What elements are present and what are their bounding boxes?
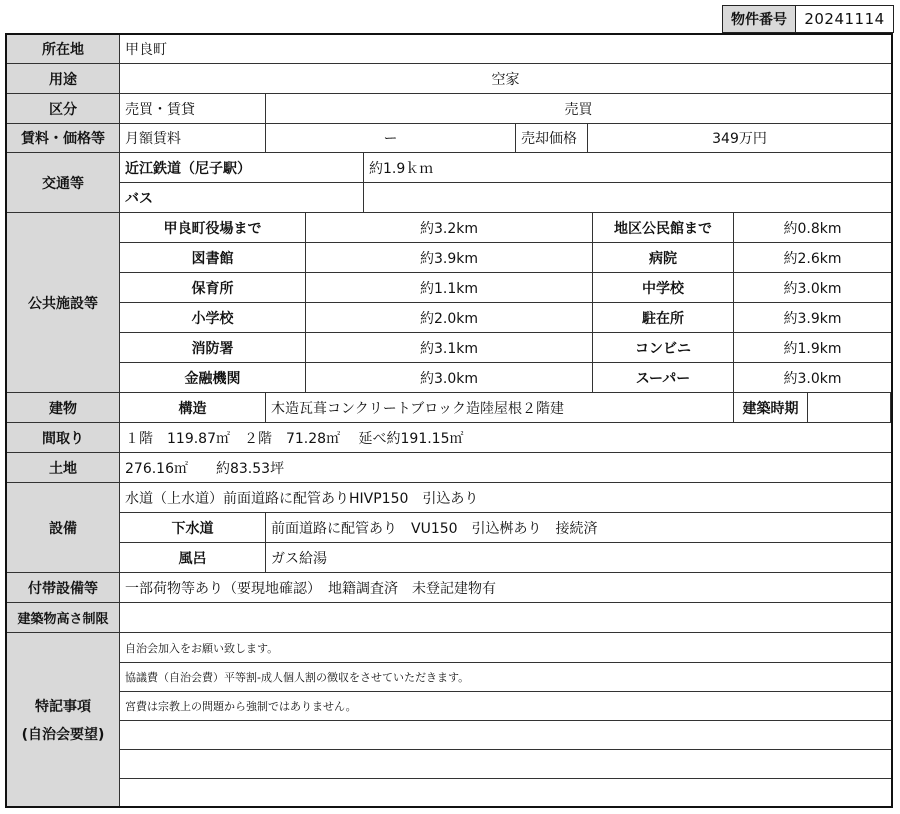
structure-label: 構造 [120, 393, 266, 423]
facility-distance: 約3.9km [734, 303, 891, 333]
category-label: 区分 [7, 94, 120, 124]
facility-distance: 約0.8km [734, 213, 891, 243]
location-label: 所在地 [7, 35, 120, 64]
note-line: 協議費（自治会費）平等割-成人個人割の徴収をさせていただきます。 [120, 663, 891, 692]
floor-plan-label: 間取り [7, 423, 120, 453]
sewer-value: 前面道路に配管あり VU150 引込桝あり 接続済 [266, 513, 891, 543]
category-value: 売買 [266, 94, 891, 124]
facility-distance: 約2.6km [734, 243, 891, 273]
train-distance: 約1.9ｋｍ [364, 153, 891, 183]
facility-name: 地区公民館まで [593, 213, 734, 243]
extras-label: 付帯設備等 [7, 573, 120, 603]
structure-value: 木造瓦葺コンクリートブロック造陸屋根２階建 [266, 393, 734, 423]
property-number-value: 20241114 [804, 10, 885, 28]
equipment-label: 設備 [7, 483, 120, 573]
land-label: 土地 [7, 453, 120, 483]
bus-distance [364, 183, 891, 213]
bus-line: バス [120, 183, 364, 213]
built-year-label: 建築時期 [734, 393, 808, 423]
category-options: 売買・賃貸 [120, 94, 266, 124]
rent-value: ー [266, 124, 516, 153]
property-table [5, 33, 893, 808]
height-limit-label: 建築物高さ制限 [7, 603, 120, 633]
facility-distance: 約3.2km [306, 213, 593, 243]
facility-name: 小学校 [120, 303, 306, 333]
facility-distance: 約3.0km [734, 363, 891, 393]
bath-value: ガス給湯 [266, 543, 891, 573]
sale-price-value: 349万円 [588, 124, 891, 153]
facility-name: コンビニ [593, 333, 734, 363]
train-line: 近江鉄道（尼子駅） [120, 153, 364, 183]
usage-label: 用途 [7, 64, 120, 94]
property-number-label: 物件番号 [723, 6, 796, 32]
height-limit-value [120, 603, 891, 633]
notes-label-line2: (自治会要望) [21, 726, 105, 743]
facility-name: 金融機関 [120, 363, 306, 393]
facilities-label: 公共施設等 [7, 213, 120, 393]
extras-value: 一部荷物等あり（要現地確認） 地籍調査済 未登記建物有 [120, 573, 891, 603]
facility-name: 図書館 [120, 243, 306, 273]
land-value: 276.16㎡ 約83.53坪 [120, 453, 891, 483]
note-line: 宮費は宗教上の問題から強制ではありません。 [120, 692, 891, 721]
facility-name: 駐在所 [593, 303, 734, 333]
note-line [120, 750, 891, 779]
built-year-value [808, 393, 891, 423]
note-line [120, 721, 891, 750]
building-label: 建物 [7, 393, 120, 423]
facility-distance: 約1.9km [734, 333, 891, 363]
facility-name: スーパー [593, 363, 734, 393]
note-line: 自治会加入をお願い致します。 [120, 633, 891, 663]
price-label: 賃料・価格等 [7, 124, 120, 153]
facility-distance: 約3.0km [734, 273, 891, 303]
property-number-box [722, 5, 894, 33]
notes-label [7, 633, 120, 806]
rent-label: 月額賃料 [120, 124, 266, 153]
facility-name: 中学校 [593, 273, 734, 303]
usage-value: 空家 [120, 64, 891, 94]
facility-distance: 約1.1km [306, 273, 593, 303]
notes-label-line1: 特記事項 [35, 698, 91, 715]
location-value: 甲良町 [120, 35, 891, 64]
facility-name: 保育所 [120, 273, 306, 303]
bath-label: 風呂 [120, 543, 266, 573]
facility-name: 病院 [593, 243, 734, 273]
facility-name: 消防署 [120, 333, 306, 363]
facility-name: 甲良町役場まで [120, 213, 306, 243]
sewer-label: 下水道 [120, 513, 266, 543]
facility-distance: 約3.9km [306, 243, 593, 273]
facility-distance: 約3.0km [306, 363, 593, 393]
floor-plan-value: １階 119.87㎡ ２階 71.28㎡ 延べ約191.15㎡ [120, 423, 891, 453]
sale-price-label: 売却価格 [516, 124, 588, 153]
note-line [120, 779, 891, 806]
transport-label: 交通等 [7, 153, 120, 213]
water-supply: 水道（上水道）前面道路に配管ありHIVP150 引込あり [120, 483, 891, 513]
facility-distance: 約3.1km [306, 333, 593, 363]
facility-distance: 約2.0km [306, 303, 593, 333]
